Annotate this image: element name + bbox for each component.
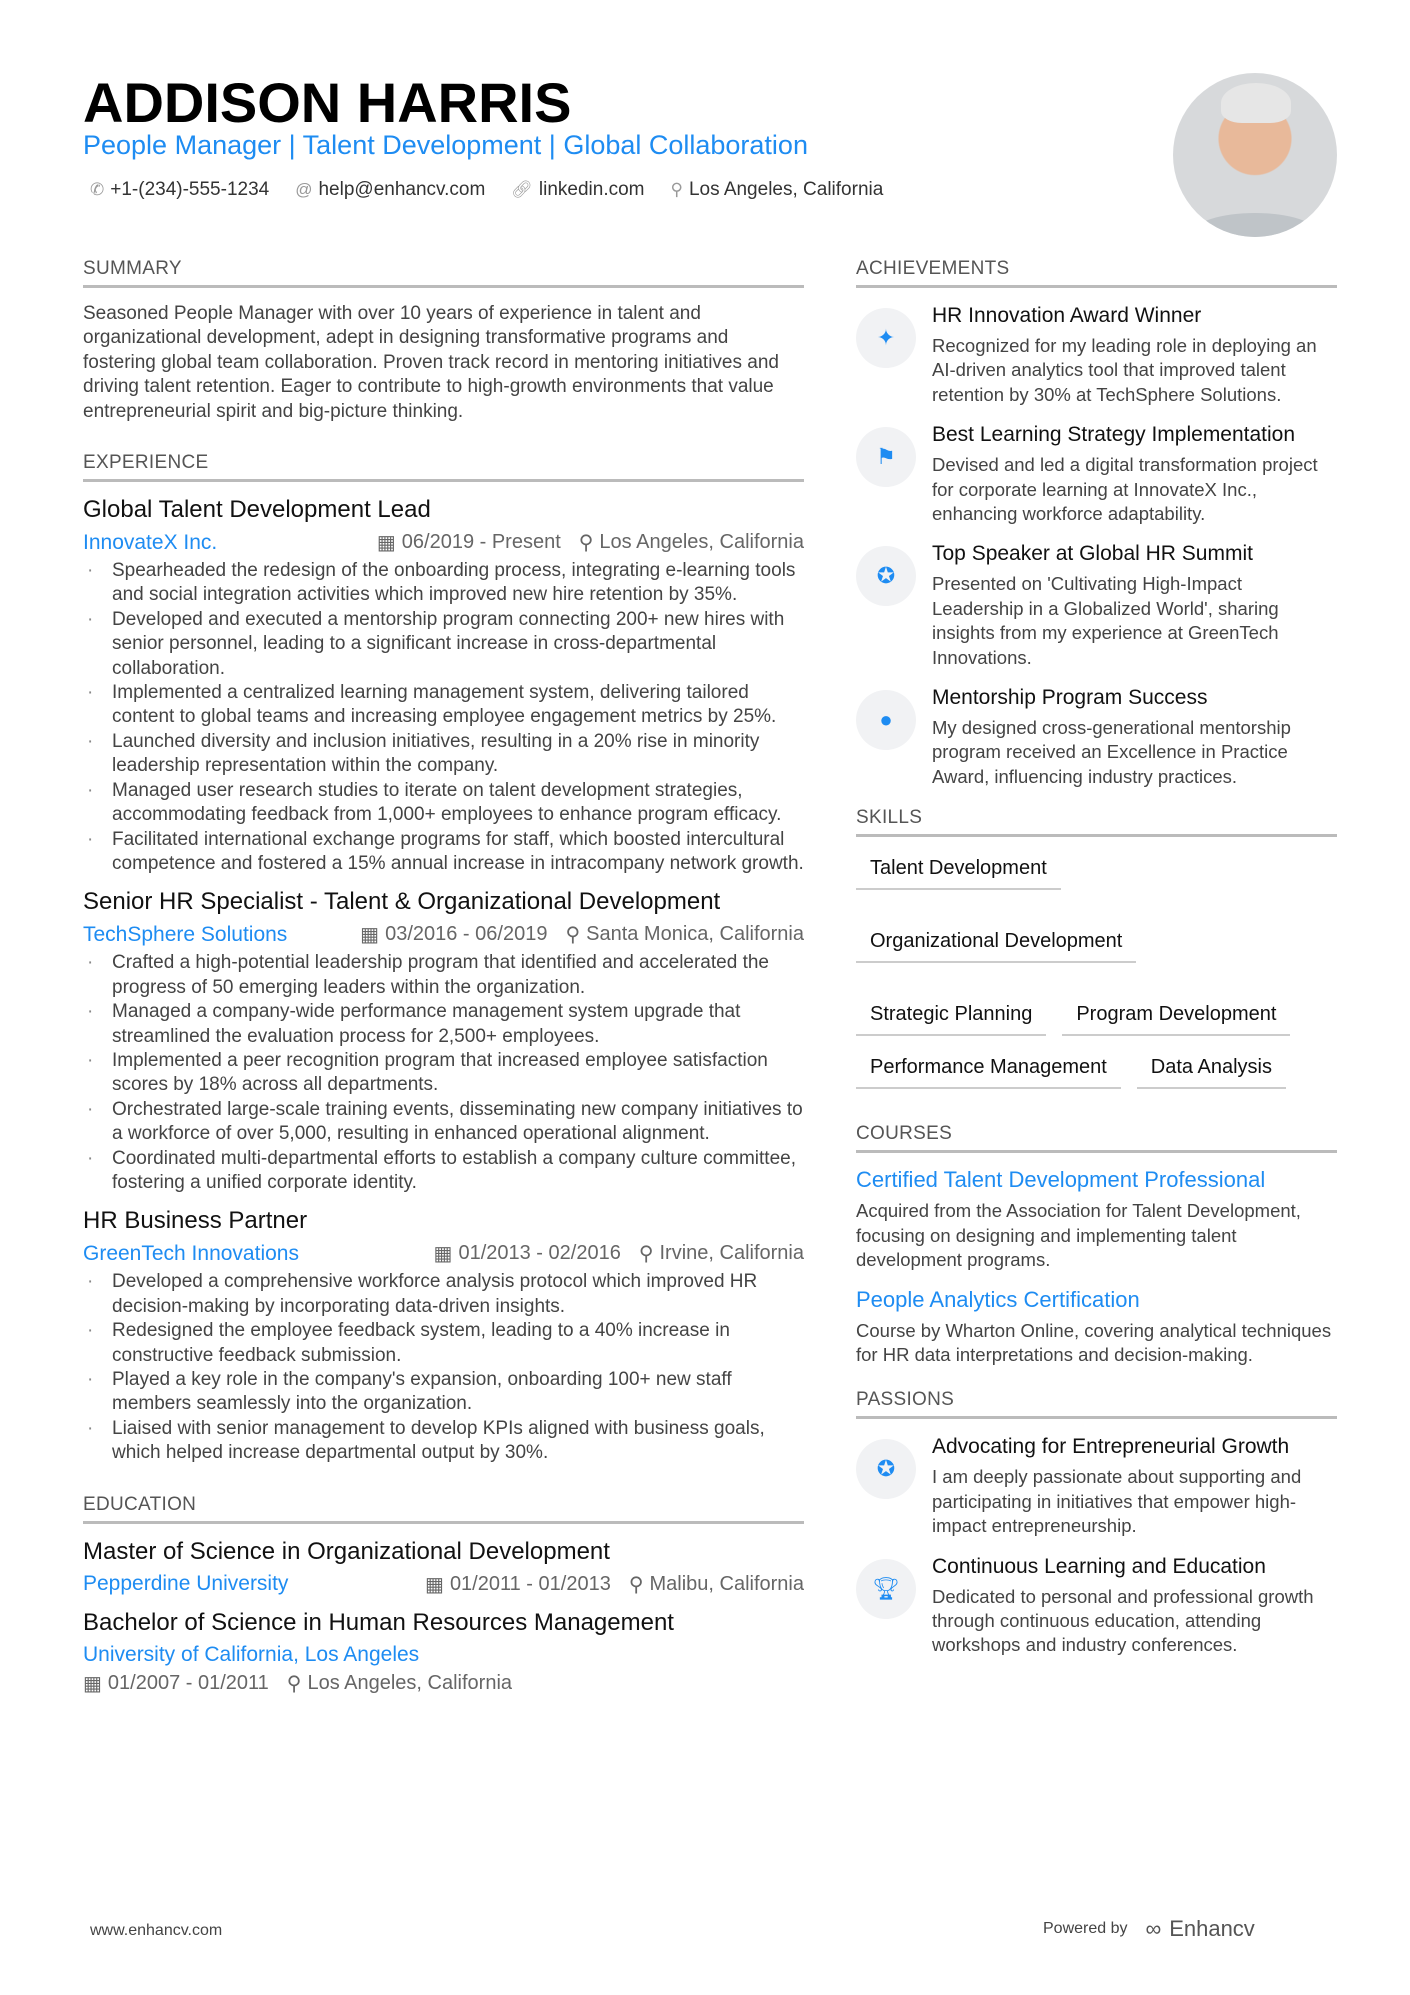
passions-heading: PASSIONS — [856, 1389, 1337, 1419]
link-icon: 🔗︎ — [511, 180, 533, 199]
skills-list — [856, 857, 1337, 1089]
tagline: People Manager | Talent Development | Global Collaboration — [83, 130, 808, 160]
passions-text: I am deeply passionate about supporting and participating in initiatives that empower high-impact entrepreneurship. — [932, 1466, 1302, 1537]
job-bullet: · Implemented a centralized learning management system, delivering tailored content to global teams and increasing employee engagement metrics by 25%. — [83, 681, 804, 730]
achievements-title: Top Speaker at Global HR Summit — [932, 542, 1253, 566]
course-title[interactable]: People Analytics Certification — [856, 1286, 1140, 1312]
education-meta — [83, 1643, 804, 1696]
passions-item — [856, 1553, 1337, 1658]
experience-list — [83, 496, 804, 1466]
phone: +1-(234)-555-1234 — [110, 179, 270, 200]
magic-wand-icon: ✦ — [856, 308, 916, 368]
right-column — [856, 258, 1337, 1672]
passions-title: Advocating for Entrepreneurial Growth — [932, 1435, 1290, 1459]
job-dates: 03/2016 - 06/2019 — [385, 923, 548, 946]
calendar-icon: ▦ — [425, 1573, 444, 1596]
footer-powered — [1043, 1916, 1255, 1942]
education-entry — [83, 1609, 804, 1696]
education-meta — [83, 1572, 804, 1597]
achievements-text: My designed cross-generational mentorship program received an Excellence in Practice Award, influencing industry practices. — [932, 717, 1291, 787]
achievements-item — [856, 540, 1337, 670]
company-name[interactable]: TechSphere Solutions — [83, 922, 288, 946]
job-bullet: · Redesigned the employee feedback system, leading to a 40% increase in constructive feedback submission. — [83, 1319, 804, 1368]
location: Los Angeles, California — [688, 179, 884, 200]
job-bullet: · Developed and executed a mentorship program connecting 200+ new hires with senior personnel, leading to a significant increase in cross-departmental collaboration. — [83, 608, 804, 681]
job-bullet: · Crafted a high-potential leadership program that identified and accelerated the progress of 50 emerging leaders within the organization. — [83, 951, 804, 1000]
passions-text: Dedicated to personal and professional growth through continuous education, attending workshops and industry conferences. — [932, 1585, 1314, 1656]
job-bullet: · Orchestrated large-scale training events, disseminating new company initiatives to a workforce of over 5,000, resulting in enhanced operational alignment. — [83, 1098, 804, 1147]
achievements-title: Mentorship Program Success — [932, 686, 1208, 710]
course-item — [856, 1167, 1337, 1272]
experience-heading: EXPERIENCE — [83, 452, 804, 482]
education-heading: EDUCATION — [83, 1494, 804, 1524]
skill-tag: Performance Management — [856, 1056, 1121, 1089]
job-bullet: · Launched diversity and inclusion initiatives, resulting in a 20% rise in minority leadership representation within the company. — [83, 730, 804, 779]
achievements-text: Recognized for my leading role in deploying an AI-driven analytics tool that improved talent retention by 30% at TechSphere Solutions. — [932, 335, 1317, 405]
email-link[interactable]: help@enhancv.com — [318, 179, 486, 200]
courses-heading: COURSES — [856, 1123, 1337, 1153]
job-entry — [83, 888, 804, 1195]
job-title: Global Talent Development Lead — [83, 496, 431, 524]
job-bullet: · Played a key role in the company's expansion, onboarding 100+ new staff members seamlessly into the organization. — [83, 1368, 804, 1417]
school-name[interactable]: Pepperdine University — [83, 1572, 289, 1596]
job-bullet: · Liaised with senior management to develop KPIs aligned with business goals, which helped increase departmental output by 30%. — [83, 1417, 804, 1466]
job-bullet: · Coordinated multi-departmental efforts to establish a company culture committee, fostering a unified corporate identity. — [83, 1147, 804, 1196]
education-entry — [83, 1538, 804, 1597]
achievements-item — [856, 302, 1337, 407]
location-pin-icon: ⚲ — [565, 924, 581, 947]
job-title: Senior HR Specialist - Talent & Organizational Development — [83, 888, 721, 916]
job-title: HR Business Partner — [83, 1207, 308, 1235]
achievements-text: Devised and led a digital transformation project for corporate learning at InnovateX Inc., enhancing workforce adaptability. — [932, 454, 1318, 525]
course-text: Course by Wharton Online, covering analytical techniques for HR data interpretations and decision-making. — [856, 1319, 1332, 1365]
job-location: Santa Monica, California — [586, 923, 804, 946]
brand-name: Enhancv — [1169, 1916, 1255, 1941]
education-location: Malibu, California — [649, 1572, 804, 1595]
education-list — [83, 1538, 804, 1696]
award-ribbon-icon: ✪ — [856, 1439, 916, 1499]
candidate-name: ADDISON HARRIS — [83, 71, 572, 134]
passions-item — [856, 1433, 1337, 1538]
job-bullet: · Managed user research studies to iterate on talent development strategies, accommodating feedback from 1,000+ employees to enhance program efficacy. — [83, 779, 804, 828]
job-dates: 06/2019 - Present — [401, 531, 561, 554]
course-text: Acquired from the Association for Talent Development, focusing on designing and implementing talent development programs. — [856, 1200, 1301, 1271]
job-meta — [83, 1241, 804, 1266]
skill-tag: Program Development — [1062, 1003, 1290, 1036]
calendar-icon: ▦ — [376, 532, 396, 555]
education-dates: 01/2011 - 01/2013 — [449, 1572, 611, 1595]
profile-photo — [1173, 73, 1337, 237]
degree: Master of Science in Organizational Development — [83, 1537, 610, 1565]
trophy-icon: 🏆︎ — [856, 1559, 916, 1619]
skill-tag: Organizational Development — [856, 930, 1136, 963]
calendar-icon: ▦ — [360, 924, 380, 947]
powered-by-label: Powered by — [1043, 1920, 1128, 1937]
skill-tag: Data Analysis — [1137, 1056, 1286, 1089]
achievements-list — [856, 302, 1337, 789]
education-location: Los Angeles, California — [307, 1671, 513, 1694]
degree: Bachelor of Science in Human Resources Management — [83, 1608, 674, 1636]
summary-text: Seasoned People Manager with over 10 years of experience in talent and organizational development, adept in designing transformative programs and fostering global team collaboration. Proven track record in mentoring initiatives and driving talent retention. Eager to contribute to high-growth environments that value entrepreneurial spirit and big-picture thinking. — [83, 303, 779, 422]
passions-list — [856, 1433, 1337, 1657]
courses-list — [856, 1167, 1337, 1367]
company-name[interactable]: GreenTech Innovations — [83, 1241, 299, 1265]
award-ribbon-icon: ✪ — [856, 546, 916, 606]
at-icon: @ — [295, 180, 313, 199]
job-bullet: · Developed a comprehensive workforce analysis protocol which improved HR decision-making by incorporating data-driven insights. — [83, 1270, 804, 1319]
left-column — [83, 258, 804, 1696]
footer-website[interactable]: www.enhancv.com — [90, 1922, 223, 1939]
phone-icon: ✆ — [90, 180, 105, 199]
education-dates: 01/2007 - 01/2011 — [107, 1671, 269, 1694]
achievements-title: Best Learning Strategy Implementation — [932, 423, 1296, 447]
course-title[interactable]: Certified Talent Development Professional — [856, 1167, 1266, 1193]
job-meta — [83, 530, 804, 555]
job-location: Irvine, California — [659, 1242, 804, 1265]
job-dates: 01/2013 - 02/2016 — [458, 1242, 621, 1265]
head-brain-icon: ● — [856, 690, 916, 750]
job-entry — [83, 496, 804, 876]
job-bullet: · Managed a company-wide performance management system upgrade that streamlined the evaluation process for 2,500+ employees. — [83, 1000, 804, 1049]
skill-tag: Strategic Planning — [856, 1003, 1046, 1036]
job-location: Los Angeles, California — [599, 531, 804, 554]
job-meta — [83, 922, 804, 947]
course-item — [856, 1287, 1337, 1368]
enhancv-logo-icon: ∞ — [1145, 1916, 1162, 1941]
calendar-icon: ▦ — [433, 1243, 453, 1266]
location-pin-icon: ⚲ — [638, 1243, 654, 1266]
location-pin-icon: ⚲ — [628, 1573, 644, 1596]
location-pin-icon: ⚲ — [286, 1672, 302, 1695]
skill-tag: Talent Development — [856, 857, 1061, 890]
location-pin-icon: ⚲ — [578, 532, 594, 555]
job-entry — [83, 1207, 804, 1465]
school-name[interactable]: University of California, Los Angeles — [83, 1642, 420, 1666]
achievements-item — [856, 421, 1337, 526]
linkedin-link[interactable]: linkedin.com — [538, 179, 645, 200]
summary-heading: SUMMARY — [83, 258, 804, 288]
job-bullet: · Implemented a peer recognition program that increased employee satisfaction scores by 18% across all departments. — [83, 1049, 804, 1098]
company-name[interactable]: InnovateX Inc. — [83, 530, 218, 554]
achievements-item — [856, 684, 1337, 789]
calendar-icon: ▦ — [83, 1672, 102, 1695]
skills-heading: SKILLS — [856, 807, 1337, 837]
job-bullet: · Spearheaded the redesign of the onboarding process, integrating e-learning tools and social integration activities which improved new hire retention by 35%. — [83, 559, 804, 608]
flag-icon: ⚑ — [856, 427, 916, 487]
contact-row — [90, 179, 883, 201]
achievements-title: HR Innovation Award Winner — [932, 304, 1202, 327]
job-bullet: · Facilitated international exchange programs for staff, which boosted intercultural competence and fostered a 15% annual increase in intracompany network growth. — [83, 828, 804, 877]
passions-title: Continuous Learning and Education — [932, 1554, 1266, 1578]
achievements-text: Presented on 'Cultivating High-Impact Leadership in a Globalized World', sharing insights from my experience at GreenTech Innovations. — [932, 573, 1279, 668]
achievements-heading: ACHIEVEMENTS — [856, 258, 1337, 288]
location-pin-icon: ⚲ — [670, 180, 683, 199]
